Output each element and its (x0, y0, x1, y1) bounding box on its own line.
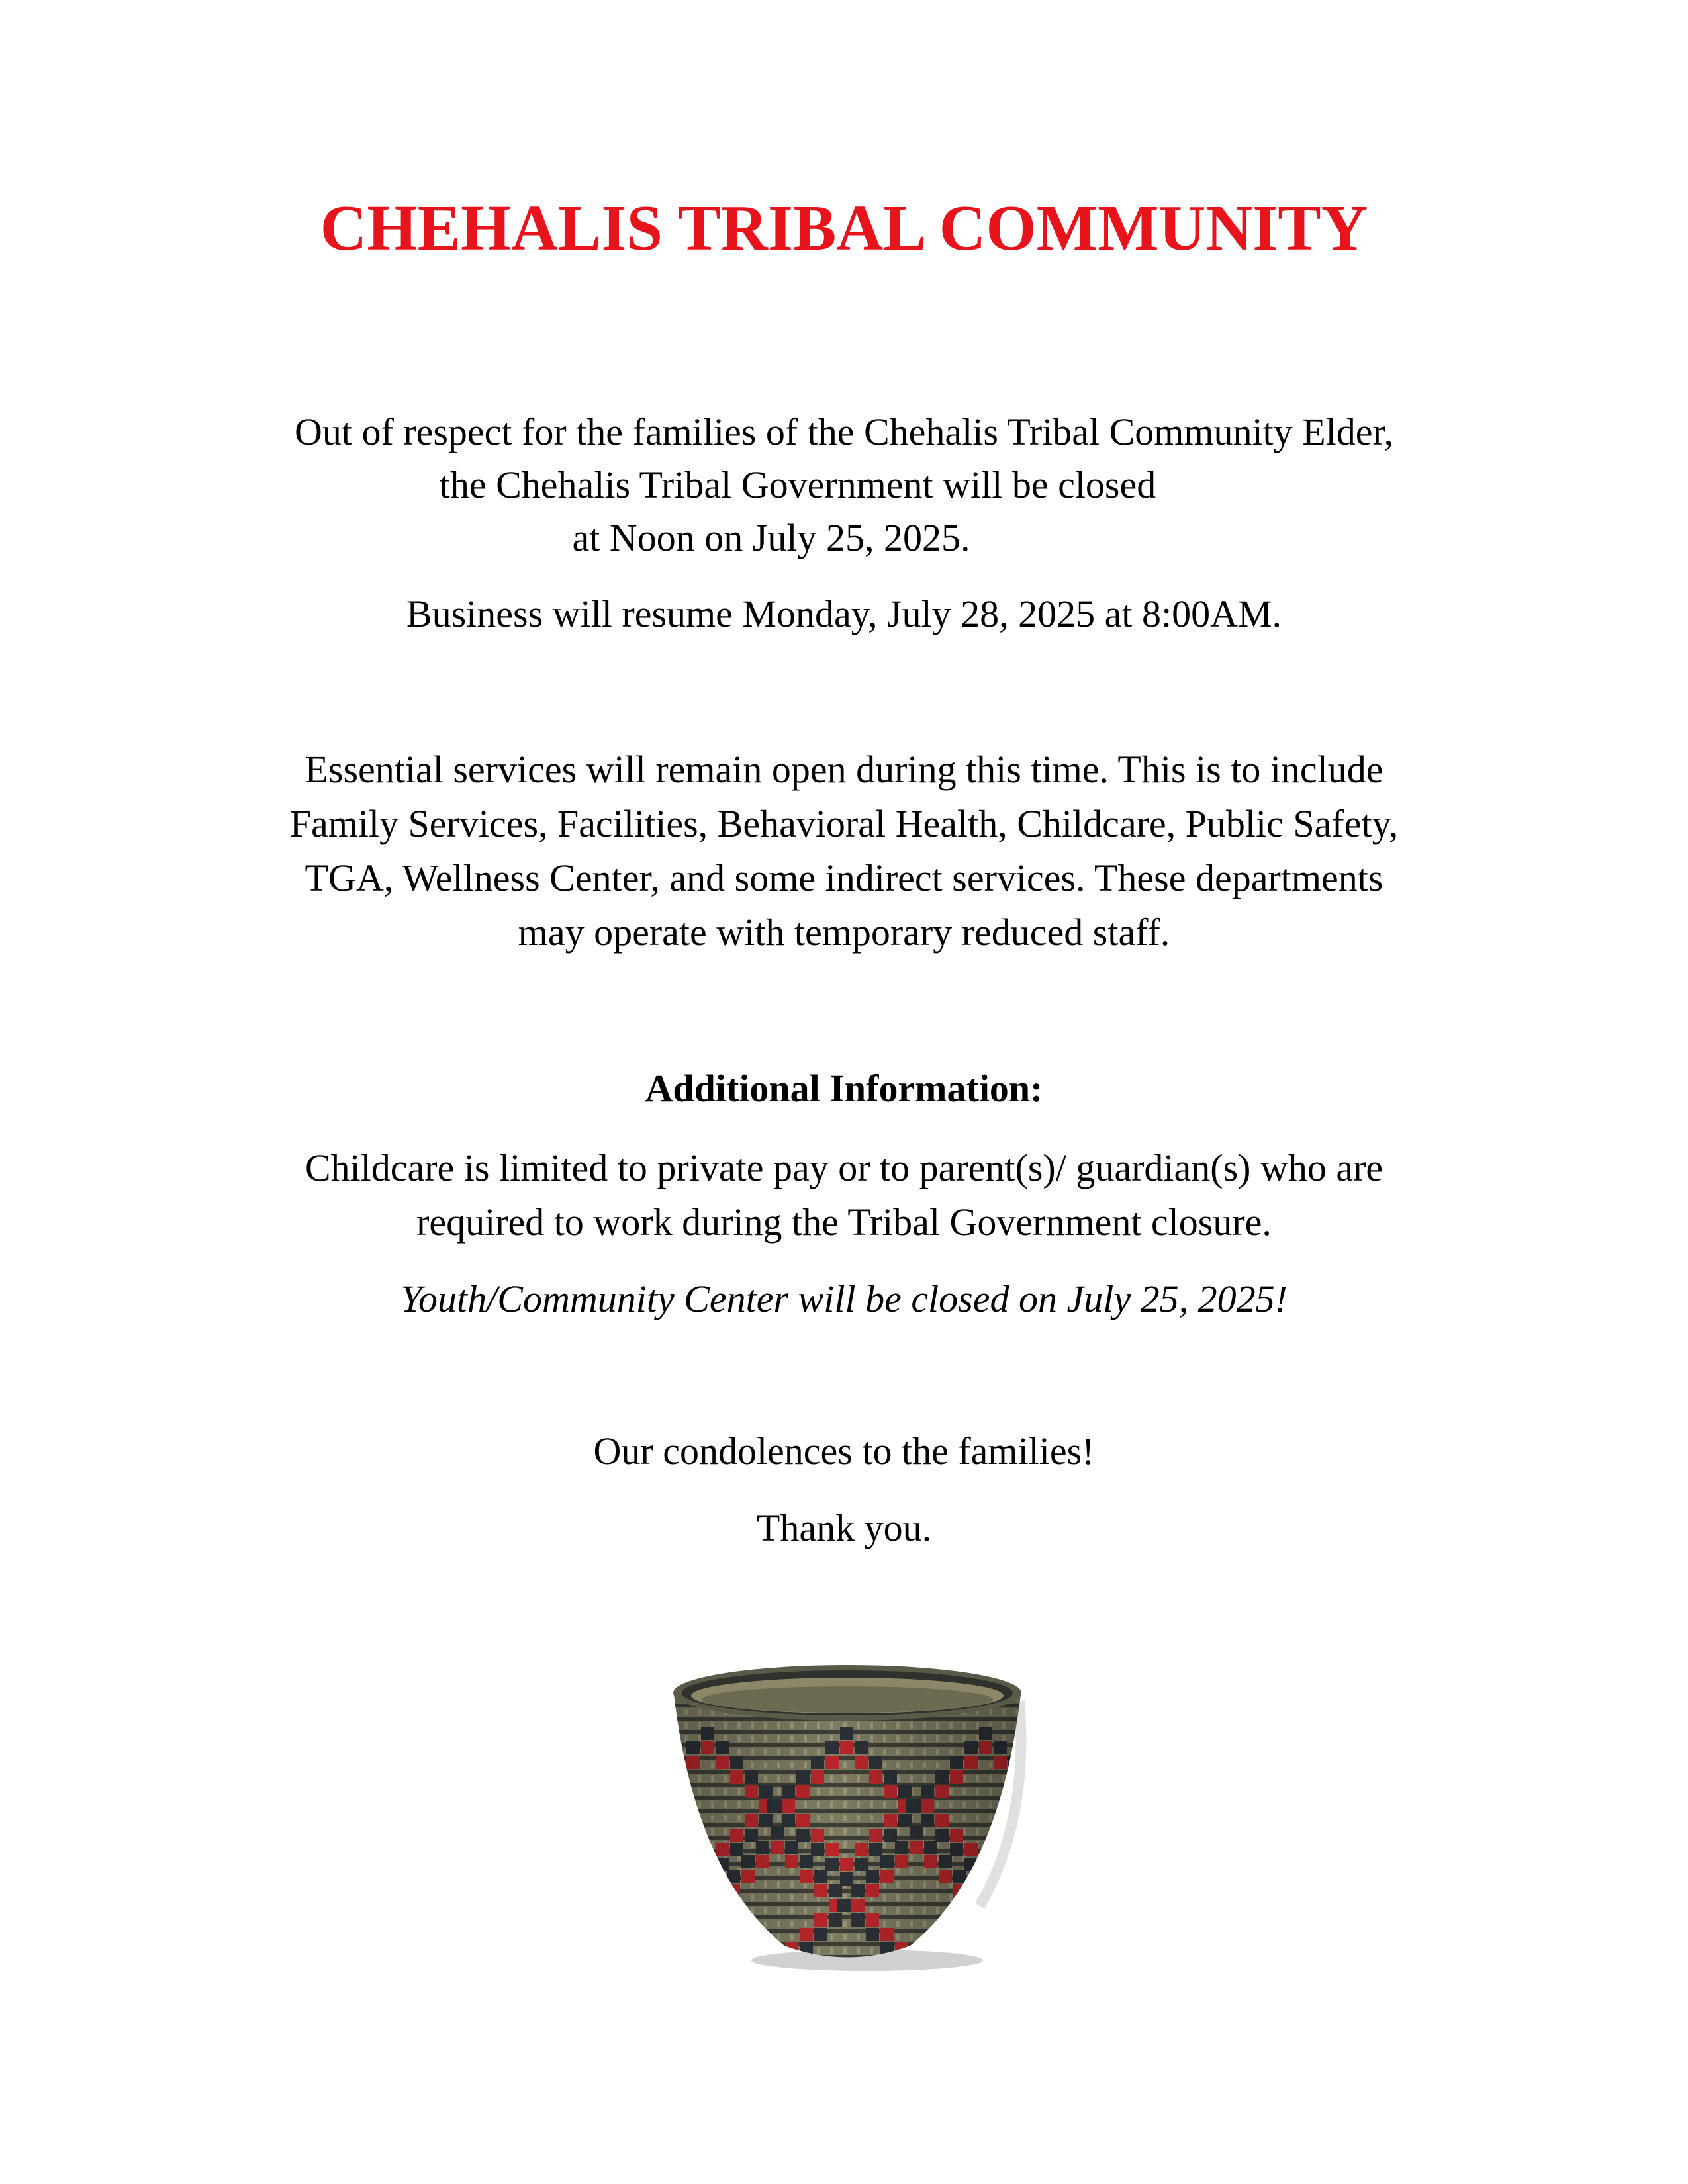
closure-line-2: the Chehalis Tribal Government will be closed (439, 463, 1156, 506)
condolences-text: Our condolences to the families! (593, 1430, 1095, 1473)
childcare-line-1: Childcare is limited to private pay or to parent(s)/ guardian(s) who are (305, 1146, 1383, 1189)
woven-basket-image (669, 1655, 1039, 1972)
resume-notice: Business will resume Monday, July 28, 2025 at 8:00AM. (406, 592, 1282, 635)
essential-line-2: Family Services, Facilities, Behavioral Health, Childcare, Public Safety, (289, 802, 1399, 845)
thank-you-text: Thank you. (756, 1506, 932, 1549)
page-title: CHEHALIS TRIBAL COMMUNITY (320, 193, 1368, 264)
essential-line-1: Essential services will remain open during this time. This is to include (305, 748, 1383, 791)
youth-center-notice: Youth/Community Center will be closed on July 25, 2025! (400, 1277, 1288, 1320)
childcare-line-2: required to work during the Tribal Government closure. (416, 1201, 1272, 1244)
essential-line-4: may operate with temporary reduced staff. (518, 911, 1170, 954)
additional-info-heading: Additional Information: (645, 1067, 1043, 1110)
closure-line-3: at Noon on July 25, 2025. (572, 516, 970, 559)
essential-line-3: TGA, Wellness Center, and some indirect services. These departments (305, 856, 1383, 899)
closure-line-1: Out of respect for the families of the Chehalis Tribal Community Elder, (294, 410, 1394, 453)
